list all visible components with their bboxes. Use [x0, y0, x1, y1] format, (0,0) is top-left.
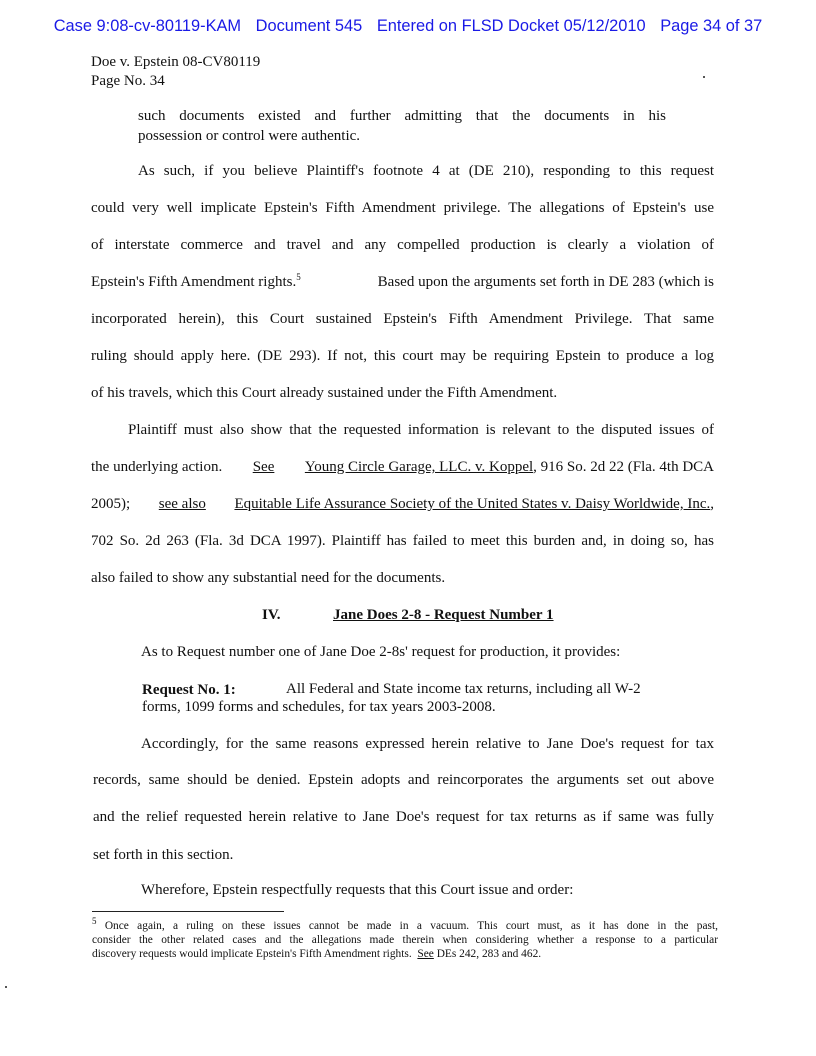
request-label: Request No. 1:	[142, 682, 236, 698]
para1-line6: ruling should apply here. (DE 293). If not, this court may be requiring Epstein to produce a log	[91, 348, 714, 364]
footnote-signal-see: See	[417, 948, 434, 960]
footnote-mark: 5	[92, 916, 97, 927]
footnote-line2: consider the other related cases and the allegations made therein when considering whether a response to a particular	[92, 934, 718, 946]
para2-line4: 702 So. 2d 263 (Fla. 3d DCA 1997). Plaintiff has failed to meet this burden and, in doing so, has	[91, 533, 714, 549]
footnote-rule	[92, 911, 284, 912]
para5: Wherefore, Epstein respectfully requests that this Court issue and order:	[141, 882, 574, 898]
para1-line1: As such, if you believe Plaintiff's footnote 4 at (DE 210), responding to this request	[138, 163, 714, 179]
para3: As to Request number one of Jane Doe 2-8s' request for production, it provides:	[141, 644, 621, 660]
para1-line3: of interstate commerce and travel and any compelled production is clearly a violation of	[91, 237, 714, 253]
footnote-line1-text: Once again, a ruling on these issues cannot be made in a vacuum. This court must, as it has done in the past,	[104, 920, 718, 932]
stamp-document: Document 545	[255, 17, 363, 35]
para4-line3: and the relief requested herein relative to Jane Doe's request for tax returns as if same was fully	[93, 809, 714, 825]
para4-line2: records, same should be denied. Epstein adopts and reincorporates the arguments set out above	[93, 772, 714, 788]
footnote-line3	[92, 947, 541, 961]
signal-see: See	[252, 459, 275, 475]
para1-line7: of his travels, which this Court already sustained under the Fifth Amendment.	[91, 385, 558, 401]
request-line2: forms, 1099 forms and schedules, for tax years 2003-2008.	[142, 699, 496, 715]
para2-line2	[91, 457, 714, 477]
footnote-line3-a: discovery requests would implicate Epstein's Fifth Amendment rights.	[92, 948, 412, 960]
para4-line1: Accordingly, for the same reasons expressed herein relative to Jane Doe's request for tax	[141, 736, 714, 752]
quote-line-2: possession or control were authentic.	[138, 128, 361, 144]
para1-line4-b: Based upon the arguments set forth in DE 283 (which is	[377, 274, 714, 290]
para1-line5: incorporated herein), this Court sustained Epstein's Fifth Amendment Privilege. That same	[91, 311, 714, 327]
para2-line3-a: 2005);	[91, 496, 131, 512]
para2-line2-b: , 916 So. 2d 22 (Fla. 4th DCA	[533, 459, 714, 475]
para2-line5: also failed to show any substantial need for the documents.	[91, 570, 446, 586]
para2-line3	[91, 494, 714, 514]
scan-speck	[703, 76, 705, 78]
footnote-ref: 5	[296, 272, 301, 282]
para4-line4: set forth in this section.	[93, 847, 234, 863]
para1-line4	[91, 272, 714, 292]
citation-equitable-life: Equitable Life Assurance Society of the United States v. Daisy Worldwide, Inc.	[234, 496, 711, 512]
para1-line4-a: Epstein's Fifth Amendment rights.	[91, 274, 297, 290]
request-line1: All Federal and State income tax returns, including all W-2	[286, 681, 641, 697]
page-number: Page No. 34	[91, 73, 165, 89]
signal-see-also: see also	[158, 496, 206, 512]
caption: Doe v. Epstein 08-CV80119	[91, 54, 261, 70]
stamp-page: Page 34 of 37	[660, 17, 763, 35]
para2-line2-a: the underlying action.	[91, 459, 223, 475]
citation-young-circle: Young Circle Garage, LLC. v. Koppel	[304, 459, 534, 475]
section-title: Jane Does 2-8 - Request Number 1	[333, 607, 554, 623]
para2-line3-b: ,	[710, 496, 714, 512]
para2-line1: Plaintiff must also show that the requested information is relevant to the disputed issues of	[128, 422, 714, 438]
stamp-case: Case 9:08-cv-80119-KAM	[53, 17, 242, 35]
footnote-line1	[92, 916, 718, 933]
stamp-entered: Entered on FLSD Docket 05/12/2010	[376, 17, 646, 35]
margin-speck	[5, 986, 7, 988]
section-number: IV.	[262, 607, 281, 623]
filing-stamp	[0, 17, 816, 36]
para1-line2: could very well implicate Epstein's Fifth Amendment privilege. The allegations of Epstein's use	[91, 200, 714, 216]
quote-line-1: such documents existed and further admitting that the documents in his	[138, 108, 666, 124]
footnote-line3-b: DEs 242, 283 and 462.	[436, 948, 542, 960]
